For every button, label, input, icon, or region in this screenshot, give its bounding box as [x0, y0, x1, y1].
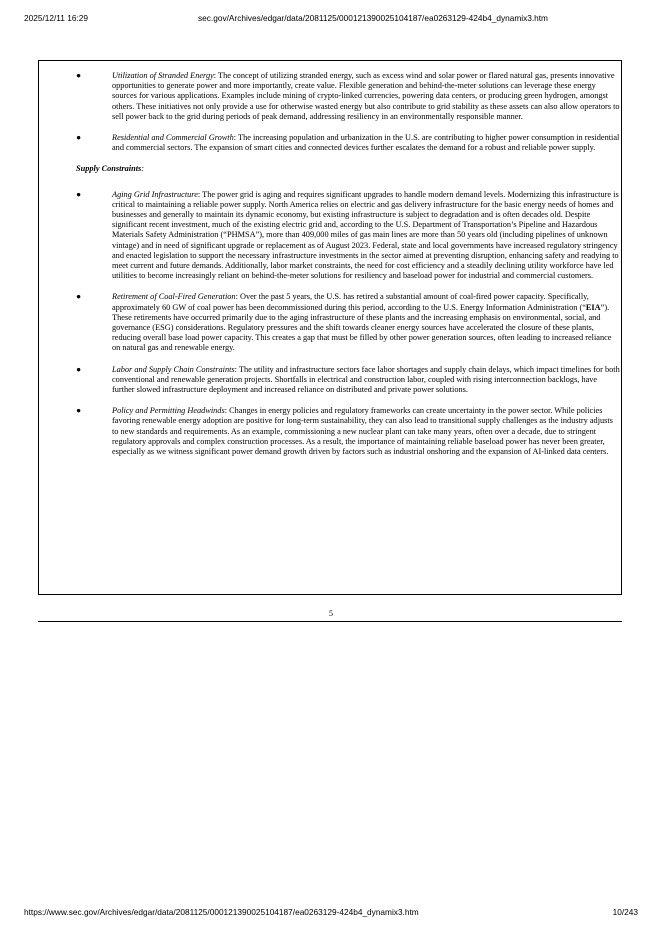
print-datetime: 2025/12/11 16:29 — [24, 13, 88, 23]
section-heading — [76, 164, 620, 174]
item-title: Utilization of Stranded Energy — [112, 71, 214, 80]
bullet-icon: ● — [76, 133, 82, 143]
list-item — [76, 133, 620, 153]
bullet-icon: ● — [76, 364, 82, 374]
list-item — [76, 406, 620, 457]
bullet-icon: ● — [76, 292, 82, 302]
item-text: : The power grid is aging and requires significant upgrades to handle modern demand levels. Modernizing this infrastructure is critical to maintaining a reliable power supply. North America relies on electric and gas delivery infrastructure for the basic energy needs of homes and businesses and generally to maintain its dynamic economy, but existing infrastructure is subject to degradation and is often decades old. Despite significant recent investment, much of the existing electric grid and, according to the U.S. Department of Transportation’s Pipeline and Hazardous Materials Safety Administration (“PHMSA”), more than 409,000 miles of gas main lines are more than 50 years old (including pipelines of unknown vintage) and in need of significant upgrade or replacement as of August 2023. Federal, state and local governments have increased regulatory stringency and enacted legislation to support the necessary infrastructure investments in the sector aimed at preventing disruption, enhancing safety and readying to meet current and future demands. Additionally, labor market constraints, the need for cost efficiency and a steadily declining utility workforce have led utilities to become increasingly reliant on behind-the-meter solutions for resiliency and baseload power for industrial and commercial customers. — [112, 189, 619, 281]
item-text: : The concept of utilizing stranded energy, such as excess wind and solar power or flared natural gas, presents innovative opportunities to generate power and more importantly, create value. Flexible generation and behind-the-meter solutions can leverage these energy sources for various applications. Examples include mining of crypto-linked currencies, powering data centers, or producing green hydrogen, amongst others. These initiatives not only provide a use for otherwise wasted energy but also contribute to grid stability as these assets can also allow operators to sell power back to the grid during periods of peak demand, addressing resiliency in an environmentally responsible manner. — [112, 71, 620, 121]
page-divider — [38, 621, 622, 622]
item-title: Aging Grid Infrastructure — [112, 189, 198, 199]
bullet-icon: ● — [76, 71, 82, 80]
section-heading-text: Supply Constraints — [76, 164, 142, 174]
item-bold-term: EIA — [585, 302, 601, 312]
browser-print-footer — [24, 907, 638, 921]
section-heading-colon: : — [141, 164, 145, 174]
item-text: : Changes in energy policies and regulatory frameworks can create uncertainty in the power sector. While policies favoring renewable energy adoption are positive for long-term sustainability, they can also lead to transitional supply challenges as the industry adjusts to new standards and requirements. As an example, commissioning a new nuclear plant can take many years, often over a decade, due to stringent regulatory approvals and complex construction processes. As a result, the importance of maintaining reliable baseload power has never been greater, especially as we witness significant power demand growth driven by factors such as industrial onshoring and the expansion of AI-linked data centers. — [112, 406, 613, 457]
item-title: Policy and Permitting Headwinds — [112, 406, 225, 416]
item-text: ”). These retirements have occurred primarily due to the aging infrastructure of these plants and the increasing emphasis on environmental, social, and governance (ESG) considerations. Regulatory pressures and the shift towards cleaner energy sources have accelerated the closure of these plants, reducing overall base load power capacity. This creates a gap that must be filled by other power generation sources, often leading to increased reliance on natural gas and renewable energy. — [112, 302, 612, 353]
bullet-icon: ● — [76, 189, 82, 199]
page-number: 5 — [328, 609, 334, 618]
list-item — [76, 71, 620, 122]
list-item — [76, 292, 620, 353]
list-item — [76, 190, 620, 282]
item-text: : Over the past 5 years, the U.S. has retired a substantial amount of coal-fired power capacity. Specifically, approximately 60 GW of coal power has been decommissioned during this period, according to the U.S. Energy Information Administration (“ — [112, 292, 589, 312]
item-title: Labor and Supply Chain Constraints — [112, 364, 235, 374]
document-body — [76, 71, 620, 468]
footer-page-count: 10/243 — [612, 907, 638, 917]
print-url: sec.gov/Archives/edgar/data/2081125/000121390025104187/ea0263129-424b4_dynamix3.htm — [198, 13, 548, 23]
list-item — [76, 365, 620, 396]
item-title: Residential and Commercial Growth — [112, 133, 234, 143]
footer-url: https://www.sec.gov/Archives/edgar/data/2081125/000121390025104187/ea0263129-424b4_dynamix3.htm — [24, 907, 419, 917]
item-text: : The utility and infrastructure sectors face labor shortages and supply chain delays, which impact timelines for both conventional and renewable generation projects. Shortfalls in electrical and construction labor, coupled with rising interconnection backlogs, have further slowed infrastructure deployment and increased reliance on distributed and private power solutions. — [112, 364, 620, 395]
bullet-icon: ● — [76, 406, 82, 416]
item-title: Retirement of Coal-Fired Generation — [112, 292, 236, 302]
browser-print-header — [24, 13, 638, 27]
bordered-content-box — [38, 60, 622, 595]
item-text: : The increasing population and urbanization in the U.S. are contributing to higher power consumption in residential and commercial sectors. The expansion of smart cities and connected devices further escalates the demand for a robust and reliable power supply. — [112, 133, 620, 153]
